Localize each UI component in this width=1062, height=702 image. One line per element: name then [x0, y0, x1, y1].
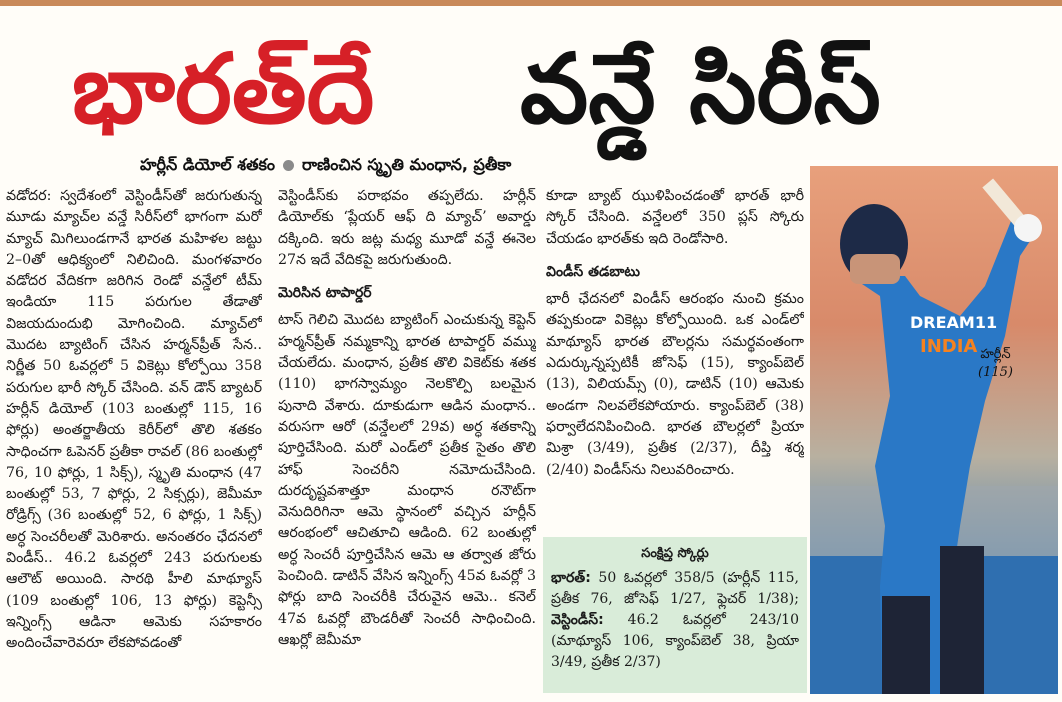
westindies-score: 46.2 ఓవర్లలో 243/10 (మాథ్యూస్ 106, క్యాంప్‌బెల్ 38, ప్రియా 3/49, ప్రతీక 2/37) [551, 612, 799, 670]
batting-pad [940, 546, 984, 694]
photo-caption [978, 346, 1013, 382]
headline-part-2: వన్డే సిరీస్ [520, 33, 881, 145]
caption-runs: (115) [978, 365, 1013, 380]
india-label: భారత్: [551, 570, 591, 586]
scorebox-body [551, 568, 799, 673]
player-photo [810, 166, 1058, 694]
brief-scores-box [543, 537, 807, 693]
subheadline [140, 152, 511, 178]
article-paragraph: టాస్ గెలిచి మొదట బ్యాటింగ్ ఎంచుకున్న కెప్టెన్ హర్మన్‌ప్రీత్ నమ్మకాన్ని భారత టాపార్డర్ వమ్ము చేయలేదు. మంధాన, ప్రతీక తొలి వికెట్‌కు శతక (110) భాగస్వామ్యం నెలకొల్పి బలమైన పునాది వేశారు. దూకుడుగా ఆడిన మంధాన.. వరుసగా ఆరో (వన్డేలలో 29వ) అర్ధ శతకాన్ని పూర్తిచేసింది. మరో ఎండ్‌లో ప్రతీక సైతం తొలి హాఫ్ సెంచరీని నమోదుచేసింది. దురదృష్టవశాత్తూ మంధాన రనౌట్‌గా వెనుదిరిగినా ఆమె స్థానంలో వచ్చిన హర్లీన్ ఆరంభంలో ఆచితూచి ఆడింది. 62 బంతుల్లో అర్ధ సెంచరీ పూర్తిచేసిన ఆమె ఆ తర్వాత జోరు పెంచింది. డాటిన్ వేసిన ఇన్నింగ్స్ 45వ ఓవర్లో 3 ఫోర్లు బాది సెంచరీకి చేరువైన ఆమె.. కనెల్ 47వ ఓవర్లో బౌండరీతో సెంచరీ సాధించింది. ఆఖర్లో జెమీమా [278, 312, 536, 648]
batting-pad [882, 596, 930, 694]
article-paragraph: కూడా బ్యాట్ ఝుళిపించడంతో భారత్ భారీ స్కోర్ చేసింది. వన్డేలలో 350 ప్లస్ స్కోరు చేయడం భారత్‌కు ఇది రెండోసారి. [546, 188, 804, 247]
jersey-country: INDIA [920, 336, 978, 357]
face [850, 254, 900, 284]
westindies-label: వెస్టిండీస్: [551, 612, 604, 628]
batting-glove [1014, 214, 1042, 242]
headline [0, 14, 1062, 164]
article-paragraph: వెస్టిండీస్‌కు పరాభవం తప్పలేదు. హర్లీన్ డియోల్‌కు ‘ప్లేయర్ ఆఫ్ ది మ్యాచ్’ అవార్డు దక్కింది. ఇరు జట్ల మధ్య మూడో వన్డే ఈనెల 27న ఇదే వేదికపై జరుగుతుంది. [278, 188, 536, 268]
caption-name: హర్లీన్ [980, 347, 1011, 362]
subhead-right: రాణించిన స్మృతి మంధాన, ప్రతీకా [302, 155, 512, 174]
section-heading: మెరిసిన టాపార్డర్ [278, 285, 372, 302]
article-paragraph: భారీ ఛేదనలో విండీస్ ఆరంభం నుంచి క్రమం తప్పకుండా వికెట్లు కోల్పోయింది. ఒక ఎండ్‌లో మాథ్యూస్ భారత బౌలర్లను సమర్థవంతంగా ఎదుర్కున్నప్పటికీ జోసెఫ్ (15), క్యాంప్‌బెల్ (13), విలియమ్స్ (0), డాటిన్ (10) ఆమెకు అండగా నిలవలేకపోయారు. క్యాంప్‌బెల్ (38) ఫర్వాలేదనిపించింది. భారత బౌలర్లలో ప్రియా మిశ్రా (3/49), ప్రతీక (2/37), దీప్తి శర్మ (2/40) విండీస్‌ను నిలువరించారు. [546, 291, 804, 478]
article-column-3 [546, 186, 804, 532]
section-heading: విండీస్ తడబాటు [546, 263, 641, 280]
batter-illustration [810, 166, 1058, 694]
bullet-dot-icon [283, 160, 294, 171]
article-column-1 [6, 186, 262, 696]
jersey-sponsor: DREAM11 [910, 313, 998, 332]
subhead-left: హర్లీన్ డియోల్ శతకం [140, 155, 275, 174]
headline-part-1: భారత్‌దే [72, 33, 375, 145]
top-rule [0, 0, 1062, 6]
scorebox-title: సంక్షిప్త స్కోర్లు [641, 546, 709, 561]
article-paragraph: వడోదర: స్వదేశంలో వెస్టిండీస్‌తో జరుగుతున్న మూడు మ్యాచ్‌ల వన్డే సిరీస్‌లో భాగంగా మరో మ్యాచ్ మిగిలుండగానే భారత మహిళల జట్టు 2–0తో ఆధిక్యంలో నిలిచింది. మంగళవారం వడోదర వేదికగా జరిగిన రెండో వన్డేలో టీమ్ ఇండియా 115 పరుగుల తేడాతో విజయదుందుభి మోగించింది. మ్యాచ్‌లో మొదట బ్యాటింగ్ చేసిన హర్మన్‌ప్రీత్ సేన.. నిర్ణీత 50 ఓవర్లలో 5 వికెట్లు కోల్పోయి 358 పరుగుల భారీ స్కోర్ చేసింది. వన్ డౌన్ బ్యాటర్ హర్లీన్ డియోల్ (103 బంతుల్లో 115, 16 ఫోర్లు) అంతర్జాతీయ కెరీర్‌లో తొలి శతకం సాధించగా ఓపెనర్ ప్రతీకా రావల్ (86 బంతుల్లో 76, 10 ఫోర్లు, 1 సిక్స్), స్మృతి మంధాన (47 బంతుల్లో 53, 7 ఫోర్లు, 2 సిక్సర్లు), జెమీమా రోడ్రిగ్స్ (36 బంతుల్లో 52, 6 ఫోర్లు, 1 సిక్స్) అర్ధ సెంచరీలతో మెరిశారు. అనంతరం ఛేదనలో విండీస్.. 46.2 ఓవర్లలో 243 పరుగులకు ఆలౌట్ అయింది. సారథి హీలి మాథ్యూస్ (109 బంతుల్లో 106, 13 ఫోర్లు) కెప్టెన్సీ ఇన్నింగ్స్ ఆడినా ఆమెకు సహకారం అందించేవారెవరూ లేకపోవడంతో [6, 188, 262, 652]
article-column-2 [278, 186, 536, 696]
india-score: 50 ఓవర్లలో 358/5 (హర్లీన్ 115, ప్రతీక 76, జోసెఫ్ 1/27, ఫ్లెచర్ 1/38); [551, 570, 800, 607]
